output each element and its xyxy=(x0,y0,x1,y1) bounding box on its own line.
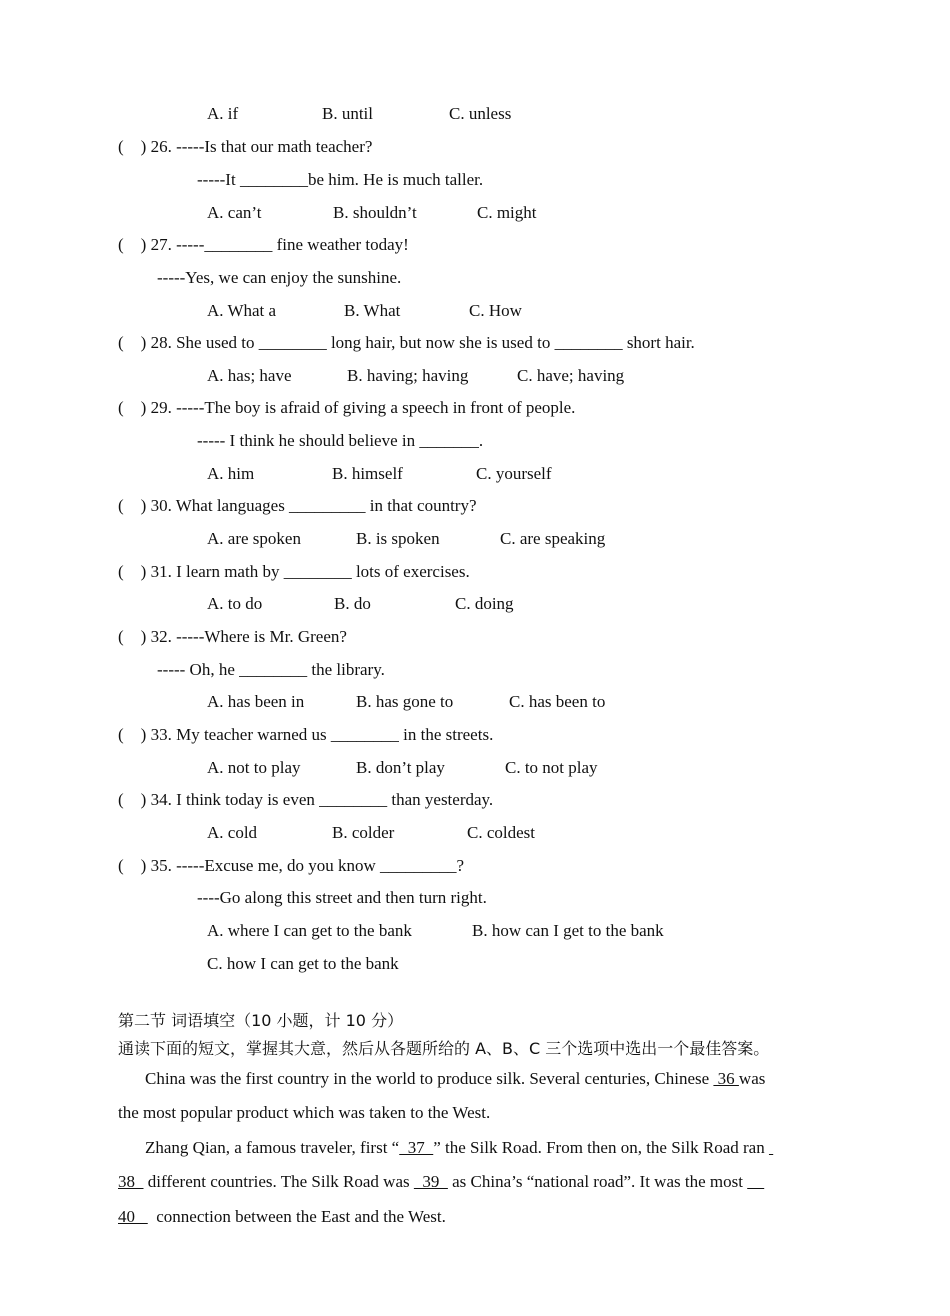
q34-option-c: C. coldest xyxy=(467,823,535,842)
q26-option-a: A. can’t xyxy=(207,203,262,222)
q29-option-b: B. himself xyxy=(332,464,403,483)
blank-37: 37 xyxy=(399,1138,434,1157)
q28-question: ( ) 28. She used to ________ long hair, but now she is used to ________ short hair. xyxy=(118,333,695,352)
q27-option-b: B. What xyxy=(344,301,401,320)
q27-question: ( ) 27. -----________ fine weather today! xyxy=(118,235,409,254)
passage-line-4 xyxy=(118,1171,764,1193)
q26-option-b: B. shouldn’t xyxy=(333,203,417,222)
q25-option-b: B. until xyxy=(322,104,374,123)
q27-answer-line: -----Yes, we can enjoy the sunshine. xyxy=(157,268,402,287)
q30-question: ( ) 30. What languages _________ in that country? xyxy=(118,496,477,515)
q35-option-c: C. how I can get to the bank xyxy=(207,954,399,973)
q33-question: ( ) 33. My teacher warned us ________ in the streets. xyxy=(118,725,494,744)
q31-option-b: B. do xyxy=(334,594,371,613)
q33-option-c: C. to not play xyxy=(505,758,598,777)
passage-text: connection between the East and the West. xyxy=(147,1207,446,1226)
passage-line-2: the most popular product which was taken to the West. xyxy=(118,1103,491,1122)
passage-line-5 xyxy=(118,1206,446,1228)
blank-36: 36 xyxy=(713,1069,739,1088)
q30-option-b: B. is spoken xyxy=(356,529,440,548)
section-2-instruction: 通读下面的短文，掌握其大意，然后从各题所给的 A、B、C 三个选项中选出一个最佳答案。 xyxy=(118,1039,770,1058)
q28-option-c: C. have; having xyxy=(517,366,625,385)
q30-option-a: A. are spoken xyxy=(207,529,301,548)
q32-option-c: C. has been to xyxy=(509,692,606,711)
q26-option-c: C. might xyxy=(477,203,537,222)
passage-text: ” the Silk Road. From then on, the Silk Road ran xyxy=(433,1138,769,1157)
passage-text: Zhang Qian, a famous traveler, first “ xyxy=(145,1138,400,1157)
passage-line-1 xyxy=(145,1068,765,1090)
q29-option-c: C. yourself xyxy=(476,464,552,483)
q35-option-a: A. where I can get to the bank xyxy=(207,921,412,940)
q27-option-c: C. How xyxy=(469,301,522,320)
q26-answer-line: -----It ________be him. He is much taller. xyxy=(197,170,484,189)
q33-option-b: B. don’t play xyxy=(356,758,445,777)
blank-40: 40 xyxy=(118,1207,148,1226)
q29-question: ( ) 29. -----The boy is afraid of giving a speech in front of people. xyxy=(118,398,576,417)
q31-option-a: A. to do xyxy=(207,594,263,613)
q25-option-c: C. unless xyxy=(449,104,512,123)
q32-option-b: B. has gone to xyxy=(356,692,454,711)
q35-question: ( ) 35. -----Excuse me, do you know _________? xyxy=(118,856,465,875)
blank-39: 39 xyxy=(413,1172,448,1191)
q32-option-a: A. has been in xyxy=(207,692,305,711)
blank-40-start xyxy=(747,1172,764,1191)
blank-38: 38 xyxy=(118,1172,144,1191)
passage-text: was xyxy=(738,1069,766,1088)
q29-option-a: A. him xyxy=(207,464,255,483)
blank-38-start xyxy=(769,1138,773,1157)
q35-answer-line: ----Go along this street and then turn right. xyxy=(197,888,487,907)
q34-option-a: A. cold xyxy=(207,823,258,842)
q28-option-a: A. has; have xyxy=(207,366,292,385)
q28-option-b: B. having; having xyxy=(347,366,469,385)
q27-option-a: A. What a xyxy=(207,301,277,320)
passage-text: as China’s “national road”. It was the most xyxy=(447,1172,748,1191)
q31-option-c: C. doing xyxy=(455,594,514,613)
q35-option-b: B. how can I get to the bank xyxy=(472,921,664,940)
q29-answer-line: ----- I think he should believe in _______. xyxy=(197,431,484,450)
passage-text: China was the first country in the world to produce silk. Several centuries, Chinese xyxy=(145,1069,714,1088)
q34-question: ( ) 34. I think today is even ________ than yesterday. xyxy=(118,790,494,809)
q25-option-a: A. if xyxy=(207,104,239,123)
q32-question: ( ) 32. -----Where is Mr. Green? xyxy=(118,627,347,646)
q32-answer-line: ----- Oh, he ________ the library. xyxy=(157,660,385,679)
q34-option-b: B. colder xyxy=(332,823,395,842)
q26-question: ( ) 26. -----Is that our math teacher? xyxy=(118,137,373,156)
passage-text: different countries. The Silk Road was xyxy=(143,1172,414,1191)
q31-question: ( ) 31. I learn math by ________ lots of exercises. xyxy=(118,562,470,581)
q33-option-a: A. not to play xyxy=(207,758,301,777)
q30-option-c: C. are speaking xyxy=(500,529,606,548)
section-2-title: 第二节 词语填空（10 小题，计 10 分） xyxy=(118,1011,404,1030)
passage-line-3 xyxy=(145,1137,773,1159)
